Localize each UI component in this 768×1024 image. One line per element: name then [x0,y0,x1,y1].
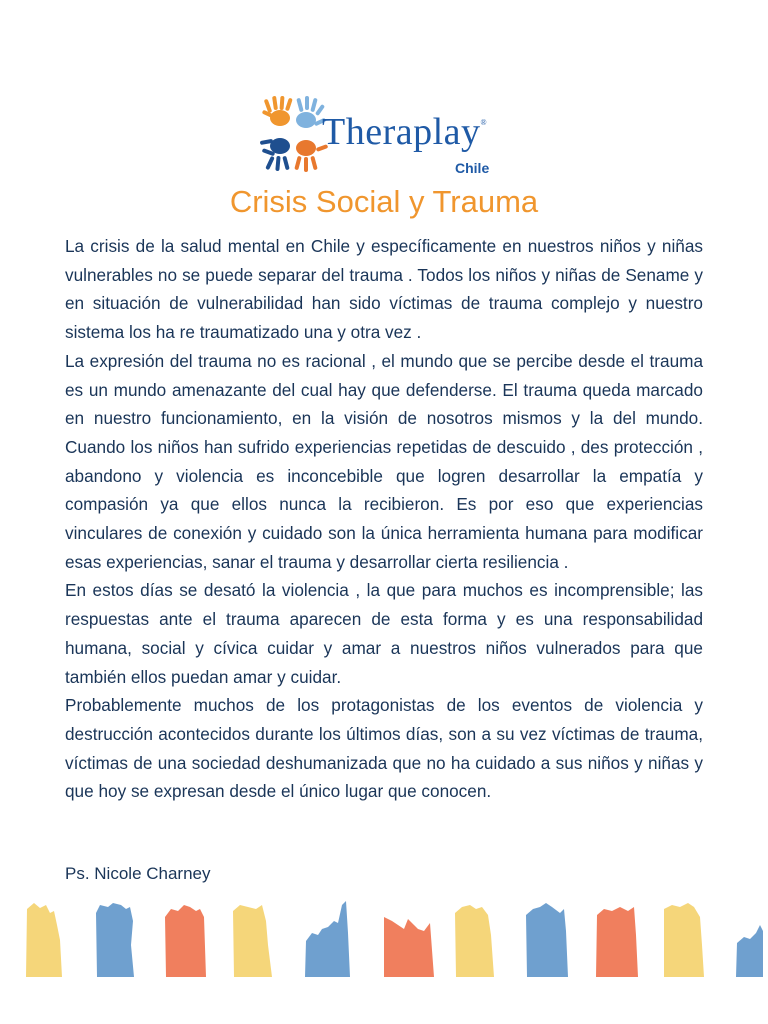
logo-wordmark [322,110,487,154]
paragraph-3: En estos días se desató la violencia , la que para muchos es incomprensible; las respuestas ante el trauma aparecen de esta forma y es una responsabilidad humana, social y cívica cuidar y amar a nuestros niños vulnerados para que también ellos puedan amar y cuidar. [65,580,703,687]
brush-stroke [165,905,206,977]
paragraph-2: La expresión del trauma no es racional , el mundo que se percibe desde el trauma es un mundo amenazante del cual hay que defenderse. El trauma queda marcado en nuestro funcionamiento, en la visión de nosotros mismos y la del mundo. Cuando los niños han sufrido experiencias repetidas de descuido , des protección , abandono y violencia es inconcebible que logren desarrollar la empatía y compasión ya que ellos nunca la recibieron. Es por eso que experiencias vinculares de conexión y cuidado son la única herramienta humana para modificar esas experiencias, sanar el trauma y desarrollar cierta resiliencia . [65,350,703,572]
brush-stroke [736,925,763,977]
brush-stroke [233,905,272,977]
theraplay-logo [260,96,510,178]
brush-stroke [305,901,350,977]
paragraph-1: La crisis de la salud mental en Chile y específicamente en nuestros niños y niñas vulnerables no se puede separar del trauma . Todos los niños y niñas de Sename y en situación de vulnerabilidad han sido víctimas de trauma complejo y nuestro sistema los ha re traumatizado una y otra vez . [65,236,703,343]
brush-stroke [384,917,434,977]
brush-stroke [664,903,704,977]
brush-stroke [96,903,134,977]
paragraph-4: Probablemente muchos de los protagonistas de los eventos de violencia y destrucción acontecidos durante los últimos días, son a su vez víctimas de trauma, víctimas de una sociedad deshumanizada que no ha cuidado a sus niños y niñas y que hoy se expresan desde el único lugar que conocen. [65,695,703,802]
article-body [65,232,703,806]
brush-stroke [526,903,568,977]
logo-subtitle: Chile [455,160,490,176]
decorative-brush-strokes [0,895,768,985]
brush-stroke [26,903,62,977]
brush-stroke [455,905,494,977]
hands-logo-icon [260,96,328,172]
brush-stroke [596,907,638,977]
registered-mark: ® [480,118,488,127]
logo-brand-text: Theraplay [322,111,481,153]
signature: Ps. Nicole Charney [65,864,211,883]
page-title: Crisis Social y Trauma [229,184,539,219]
